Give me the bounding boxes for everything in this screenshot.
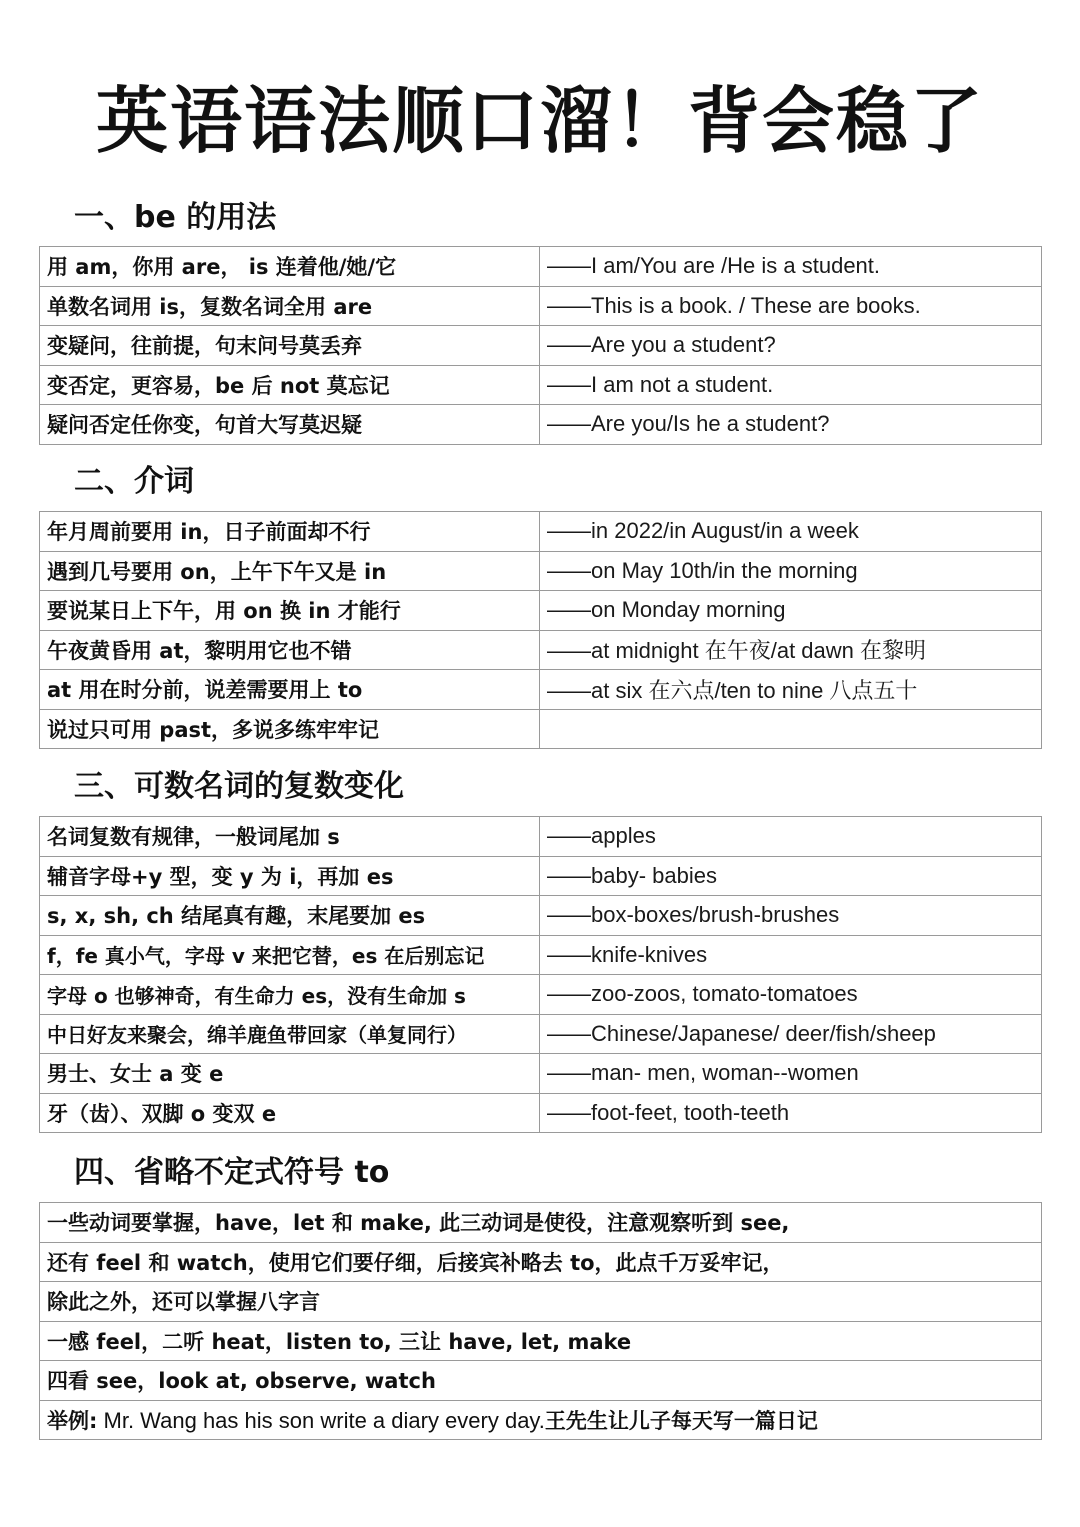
example-cell: ——I am not a student. xyxy=(540,365,1042,405)
table-row xyxy=(40,1014,1042,1054)
table-row xyxy=(40,326,1042,366)
rule-cell: 变否定，更容易，be 后 not 莫忘记 xyxy=(40,365,540,405)
rule-cell: 疑问否定任你变，句首大写莫迟疑 xyxy=(40,405,540,445)
example-cell: ——I am/You are /He is a student. xyxy=(540,247,1042,287)
example-label: 举例: xyxy=(47,1408,98,1433)
example-cell: ——at midnight 在午夜/at dawn 在黎明 xyxy=(540,630,1042,670)
be-usage-table xyxy=(39,246,1042,445)
table-row xyxy=(40,1203,1042,1243)
rule-cell: 名词复数有规律，一般词尾加 s xyxy=(40,817,540,857)
prepositions-table xyxy=(39,511,1042,749)
example-cell: ——foot-feet, tooth-teeth xyxy=(540,1093,1042,1133)
rule-cell: at 用在时分前，说差需要用上 to xyxy=(40,670,540,710)
example-cell: ——on Monday morning xyxy=(540,591,1042,631)
table-row xyxy=(40,817,1042,857)
table-row xyxy=(40,405,1042,445)
rule-cell: 说过只可用 past，多说多练牢牢记 xyxy=(40,709,540,749)
rule-cell: 辅音字母+y 型，变 y 为 i，再加 es xyxy=(40,856,540,896)
rule-cell: 字母 o 也够神奇，有生命力 es，没有生命加 s xyxy=(40,975,540,1015)
rule-cell: s, x, sh, ch 结尾真有趣，末尾要加 es xyxy=(40,896,540,936)
rule-cell: 男士、女士 a 变 e xyxy=(40,1054,540,1094)
table-row xyxy=(40,856,1042,896)
table-row xyxy=(40,1361,1042,1401)
table-row xyxy=(40,670,1042,710)
table-row xyxy=(40,1093,1042,1133)
example-cell: ——Are you a student? xyxy=(540,326,1042,366)
example-line xyxy=(40,1400,1042,1440)
rule-cell: 变疑问，往前提，句末问号莫丢弃 xyxy=(40,326,540,366)
table-row xyxy=(40,512,1042,552)
table-row xyxy=(40,935,1042,975)
table-row xyxy=(40,1321,1042,1361)
table-row xyxy=(40,896,1042,936)
table-row xyxy=(40,1400,1042,1440)
section-heading-be: 一、be 的用法 xyxy=(74,200,277,235)
table-row xyxy=(40,1242,1042,1282)
text-line: 除此之外，还可以掌握八字言 xyxy=(40,1282,1042,1322)
rule-cell: 用 am，你用 are， is 连着他/她/它 xyxy=(40,247,540,287)
text-line: 一些动词要掌握，have，let 和 make, 此三动词是使役，注意观察听到 see, xyxy=(40,1203,1042,1243)
table-row xyxy=(40,247,1042,287)
rule-cell: 要说某日上下午，用 on 换 in 才能行 xyxy=(40,591,540,631)
section-heading-plural-nouns: 三、可数名词的复数变化 xyxy=(74,769,404,804)
example-cell: ——at six 在六点/ten to nine 八点五十 xyxy=(540,670,1042,710)
table-row xyxy=(40,551,1042,591)
rule-cell: 午夜黄昏用 at，黎明用它也不错 xyxy=(40,630,540,670)
example-cell: ——box-boxes/brush-brushes xyxy=(540,896,1042,936)
example-cell: ——Chinese/Japanese/ deer/fish/sheep xyxy=(540,1014,1042,1054)
example-english: Mr. Wang has his son write a diary every day. xyxy=(97,1407,545,1433)
example-cell: ——apples xyxy=(540,817,1042,857)
example-cell: ——knife-knives xyxy=(540,935,1042,975)
table-row xyxy=(40,709,1042,749)
example-cell xyxy=(540,709,1042,749)
example-cell: ——on May 10th/in the morning xyxy=(540,551,1042,591)
example-cell: ——zoo-zoos, tomato-tomatoes xyxy=(540,975,1042,1015)
rule-cell: 年月周前要用 in，日子前面却不行 xyxy=(40,512,540,552)
example-cell: ——man- men, woman--women xyxy=(540,1054,1042,1094)
rule-cell: f，fe 真小气，字母 v 来把它替，es 在后别忘记 xyxy=(40,935,540,975)
bare-infinitive-table xyxy=(39,1202,1042,1440)
text-line: 四看 see，look at, observe, watch xyxy=(40,1361,1042,1401)
table-row xyxy=(40,365,1042,405)
table-row xyxy=(40,286,1042,326)
rule-cell: 单数名词用 is，复数名词全用 are xyxy=(40,286,540,326)
example-chinese: 王先生让儿子每天写一篇日记 xyxy=(544,1408,818,1433)
table-row xyxy=(40,975,1042,1015)
page-title: 英语语法顺口溜！背会稳了 xyxy=(95,79,984,163)
example-cell: ——baby- babies xyxy=(540,856,1042,896)
table-row xyxy=(40,591,1042,631)
section-heading-prepositions: 二、介词 xyxy=(74,464,194,499)
example-cell: ——This is a book. / These are books. xyxy=(540,286,1042,326)
rule-cell: 中日好友来聚会，绵羊鹿鱼带回家（单复同行） xyxy=(40,1014,540,1054)
table-row xyxy=(40,1054,1042,1094)
example-cell: ——in 2022/in August/in a week xyxy=(540,512,1042,552)
plural-nouns-table xyxy=(39,816,1042,1133)
example-cell: ——Are you/Is he a student? xyxy=(540,405,1042,445)
table-row xyxy=(40,630,1042,670)
section-heading-bare-infinitive: 四、省略不定式符号 to xyxy=(74,1155,390,1190)
table-row xyxy=(40,1282,1042,1322)
rule-cell: 遇到几号要用 on，上午下午又是 in xyxy=(40,551,540,591)
text-line: 一感 feel，二听 heat，listen to, 三让 have, let, make xyxy=(40,1321,1042,1361)
rule-cell: 牙（齿）、双脚 o 变双 e xyxy=(40,1093,540,1133)
text-line: 还有 feel 和 watch，使用它们要仔细，后接宾补略去 to，此点千万妥牢记， xyxy=(40,1242,1042,1282)
